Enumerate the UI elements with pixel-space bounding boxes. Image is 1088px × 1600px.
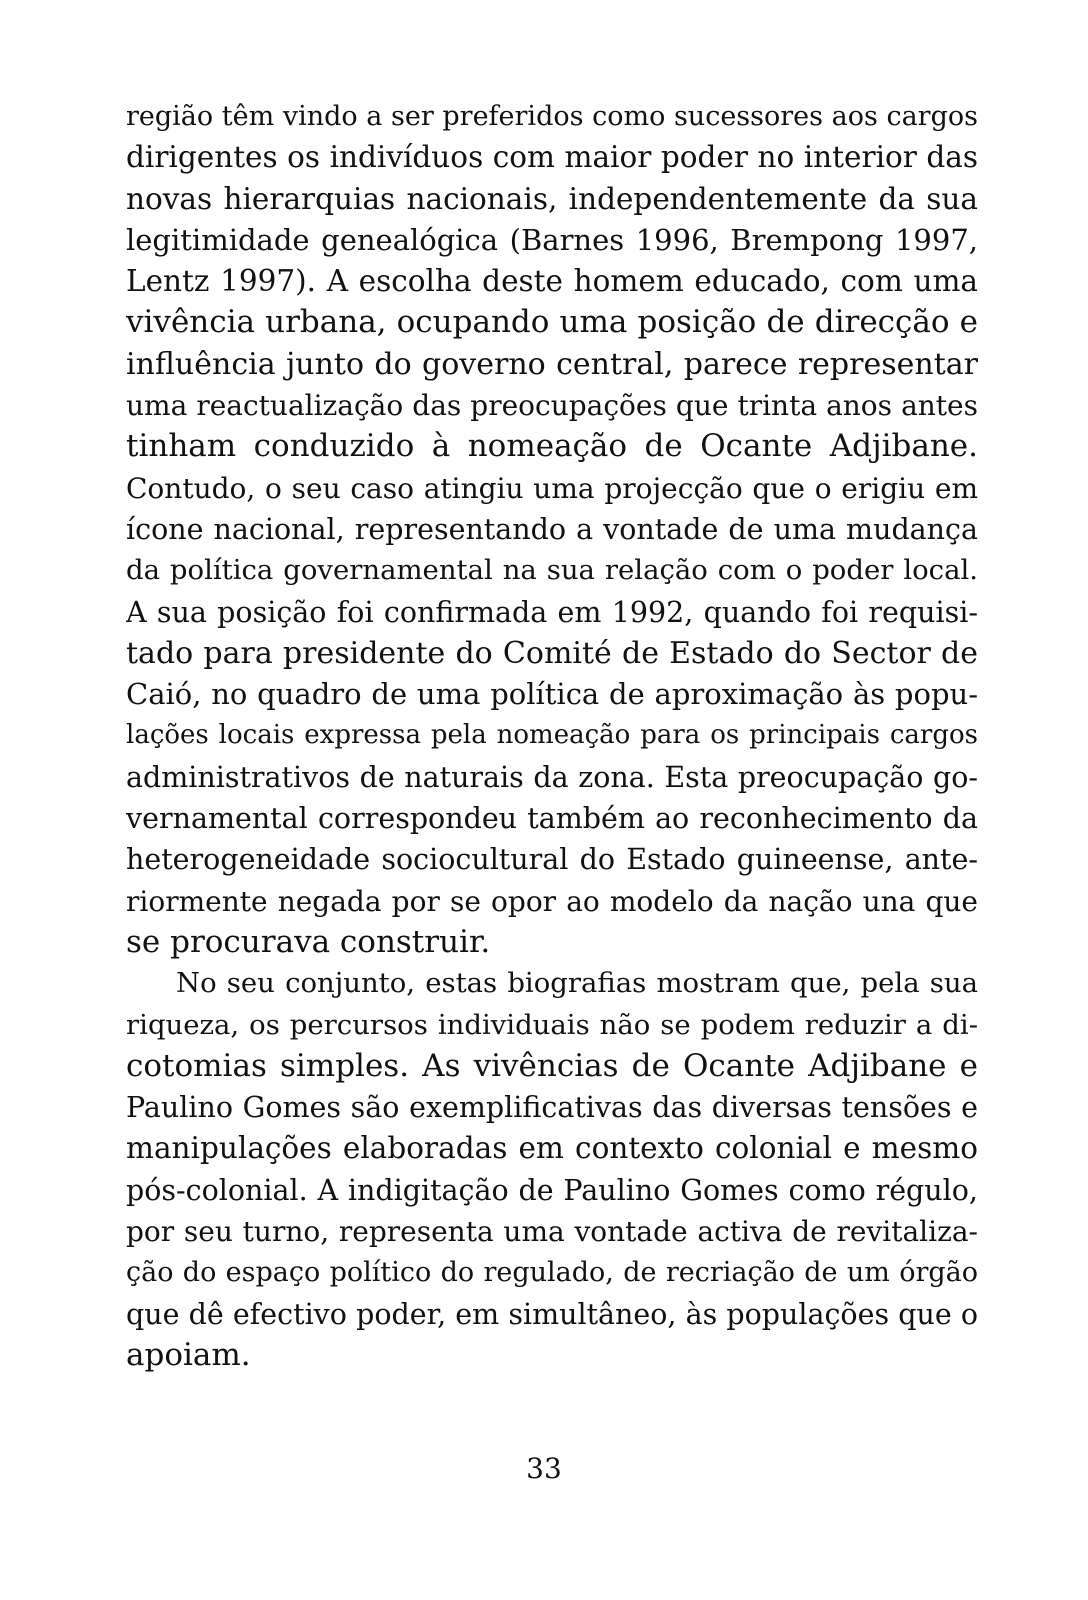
text-line: região têm vindo a ser preferidos como sucessores aos cargos [126, 101, 978, 132]
page-number: 33 [526, 1452, 562, 1485]
text-line: riqueza, os percursos individuais não se podem reduzir a di- [126, 1008, 978, 1041]
text-line: influência junto do governo central, parece representar [126, 346, 978, 382]
text-line: manipulações elaboradas em contexto colonial e mesmo [126, 1131, 978, 1166]
text-line: Caió, no quadro de uma política de aproximação às popu- [126, 677, 978, 712]
text-line: se procurava construir. [126, 923, 491, 960]
text-line: heterogeneidade sociocultural do Estado guineense, ante- [126, 843, 978, 877]
text-line: vivência urbana, ocupando uma posição de direcção e [126, 304, 978, 341]
text-line: dirigentes os indivíduos com maior poder no interior das [126, 140, 978, 175]
paragraph-2 [126, 963, 978, 1376]
text-line: administrativos de naturais da zona. Esta preocupação go- [126, 760, 978, 794]
text-line: apoiam. [126, 1336, 251, 1373]
text-line: vernamental correspondeu também ao reconhecimento da [126, 802, 978, 836]
paragraph-1 [126, 96, 978, 963]
text-line: Lentz 1997). A escolha deste homem educado, com uma [126, 264, 978, 299]
text-line: da política governamental na sua relação com o poder local. [126, 554, 978, 587]
text-line: que dê efectivo poder, em simultâneo, às populações que o [126, 1297, 978, 1331]
text-line: por seu turno, representa uma vontade activa de revitaliza- [126, 1215, 978, 1249]
text-line: ícone nacional, representando a vontade de uma mudança [126, 512, 978, 546]
text-line: ção do espaço político do regulado, de recriação de um órgão [126, 1257, 978, 1289]
text-line: pós-colonial. A indigitação de Paulino Gomes como régulo, [126, 1173, 978, 1207]
text-line: tinham conduzido à nomeação de Ocante Adjibane. [126, 428, 978, 465]
text-line: novas hierarquias nacionais, independentemente da sua [126, 181, 978, 216]
text-line: tado para presidente do Comité de Estado do Sector de [126, 635, 978, 671]
text-line: uma reactualização das preocupações que trinta anos antes [126, 389, 978, 423]
text-line: cotomias simples. As vivências de Ocante Adjibane e [126, 1047, 978, 1084]
body-text [126, 96, 978, 1376]
text-line: riormente negada por se opor ao modelo da nação una que [126, 884, 978, 918]
text-line: Contudo, o seu caso atingiu uma projecção que o erigiu em [126, 471, 978, 505]
text-line: lações locais expressa pela nomeação para os principais cargos [126, 720, 978, 751]
text-line: Paulino Gomes são exemplificativas das diversas tensões e [126, 1091, 978, 1125]
text-line: No seu conjunto, estas biografias mostram que, pela sua [176, 967, 978, 1000]
text-line: A sua posição foi confirmada em 1992, quando foi requisi- [126, 595, 978, 629]
text-line: legitimidade genealógica (Barnes 1996, Brempong 1997, [126, 222, 978, 257]
